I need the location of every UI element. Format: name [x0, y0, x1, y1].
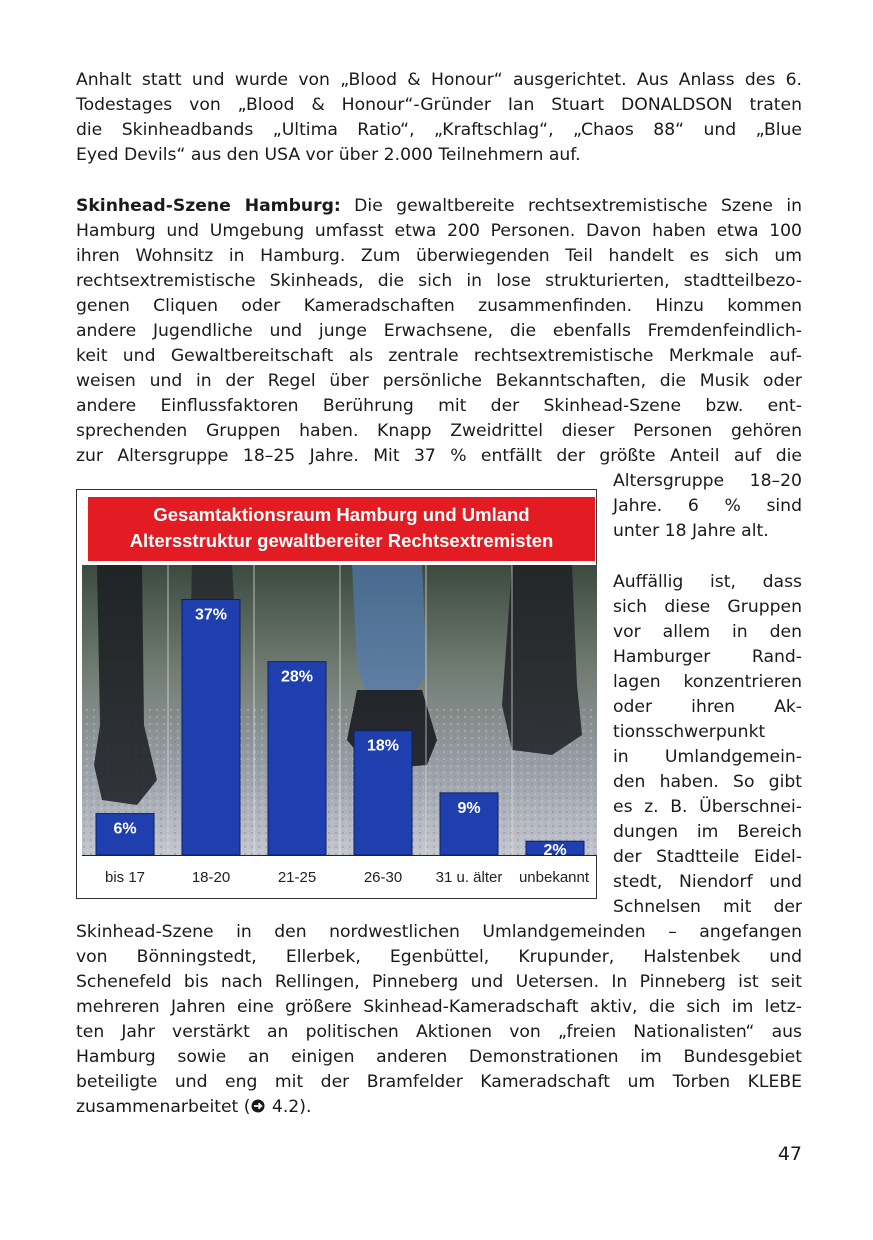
text-line: zur Altersgruppe 18–25 Jahre. Mit 37 % entfällt der größte Anteil auf die: [76, 446, 802, 466]
bar-21-25: [268, 662, 326, 855]
text-line: Schnelsen mit der: [613, 897, 802, 917]
data-label: 9%: [457, 799, 481, 817]
text-line: von Bönningstedt, Ellerbek, Egenbüttel, Krupunder, Halstenbek und: [76, 947, 802, 967]
page-number: 47: [777, 1143, 802, 1165]
text-line: sprechenden Gruppen haben. Knapp Zweidrittel dieser Personen gehören: [76, 421, 802, 441]
text-line: vor allem in den: [613, 622, 802, 642]
x-tick-label: 18-20: [191, 869, 231, 886]
x-tick-label: 26-30: [363, 869, 403, 886]
text-line: sich diese Gruppen: [613, 597, 802, 617]
text-line: Altersgruppe 18–20: [613, 471, 802, 491]
cross-reference: 4.2).: [266, 1097, 312, 1117]
section-first-line: [76, 194, 802, 219]
x-tick-label: 21-25: [277, 869, 317, 886]
text-line: oder ihren Ak-: [613, 697, 802, 717]
text-line: keit und Gewaltbereitschaft als zentrale rechtsextremistische Merkmale auf-: [76, 346, 802, 366]
text-line: ten Jahr verstärkt an politischen Aktionen von „freien Nationalisten“ aus: [76, 1022, 802, 1042]
text-line: Jahre. 6 % sind: [613, 496, 802, 516]
text-line: Auffällig ist, dass: [613, 572, 802, 592]
text-line: tionsschwerpunkt: [613, 722, 766, 742]
text-line: der Stadtteile Eidel-: [613, 847, 802, 867]
arrow-reference-icon: [250, 1099, 266, 1113]
text-line: Eyed Devils“ aus den USA vor über 2.000 Teilnehmern auf.: [76, 145, 581, 165]
text-line: Schenefeld bis nach Rellingen, Pinneberg und Uetersen. In Pinneberg ist seit: [76, 972, 802, 992]
text-line: stedt, Niendorf und: [613, 872, 802, 892]
text-line: Skinhead-Szene in den nordwestlichen Umlandgemeinden – angefangen: [76, 922, 802, 942]
text-line: andere Jugendliche und junge Erwachsene, die ebenfalls Fremdenfeindlich-: [76, 321, 802, 341]
chart-plot: [82, 565, 597, 855]
text-line: ihren Wohnsitz in Hamburg. Zum überwiegenden Teil handelt es sich um: [76, 246, 802, 266]
data-label: 2%: [543, 842, 567, 855]
chart-title: Gesamtaktionsraum Hamburg und Umland: [153, 504, 530, 525]
text-line: weisen und in der Regel über persönliche Bekanntschaften, die Musik oder: [76, 371, 802, 391]
x-tick-label: bis 17: [104, 869, 146, 886]
text-line: Hamburg sowie an einigen anderen Demonstrationen im Bundesgebiet: [76, 1047, 802, 1067]
text-line: mehreren Jahren eine größere Skinhead-Kameradschaft aktiv, die sich im letz-: [76, 997, 802, 1017]
data-label: 37%: [194, 606, 228, 624]
text-line: genen Cliquen oder Kameradschaften zusammenfinden. Hinzu kommen: [76, 296, 802, 316]
section-heading: Skinhead-Szene Hamburg:: [76, 196, 341, 216]
chart-title-box: [88, 497, 595, 561]
x-tick-label: unbekannt: [518, 869, 590, 886]
text-line: in Umlandgemein-: [613, 747, 802, 767]
text-line: rechtsextremistische Skinheads, die sich in lose strukturierten, stadtteilbezo-: [76, 271, 802, 291]
x-axis: [82, 855, 597, 856]
text-line: zusammenarbeitet (: [76, 1097, 251, 1117]
text-line: es z. B. Überschnei-: [613, 797, 802, 817]
last-text-line: [76, 1095, 802, 1120]
text-line: dungen im Bereich: [613, 822, 802, 842]
text-line: die Skinheadbands „Ultima Ratio“, „Kraftschlag“, „Chaos 88“ und „Blue: [76, 120, 802, 140]
text-line: lagen konzentrieren: [613, 672, 802, 692]
text-line: beteiligte und eng mit der Bramfelder Kameradschaft um Torben KLEBE: [76, 1072, 802, 1092]
text-line: den haben. So gibt: [613, 772, 802, 792]
text-line: Anhalt statt und wurde von „Blood & Honour“ ausgerichtet. Aus Anlass des 6.: [76, 70, 802, 90]
data-label: 28%: [280, 668, 314, 686]
data-label: 18%: [366, 737, 400, 755]
data-label: 6%: [113, 820, 137, 838]
text-line: andere Einflussfaktoren Berührung mit der Skinhead-Szene bzw. ent-: [76, 396, 802, 416]
text-line: Hamburger Rand-: [613, 647, 802, 667]
text-line: unter 18 Jahre alt.: [613, 521, 769, 541]
bar-18-20: [182, 600, 240, 855]
x-tick-label: 31 u. älter: [435, 869, 503, 886]
text-line: Hamburg und Umgebung umfasst etwa 200 Personen. Davon haben etwa 100: [76, 221, 802, 241]
text-line: Todestages von „Blood & Honour“-Gründer Ian Stuart DONALDSON traten: [76, 95, 802, 115]
text-line: Die gewaltbereite rechtsextremistische Szene in: [340, 196, 802, 216]
chart-subtitle: Altersstruktur gewaltbereiter Rechtsextremisten: [129, 530, 554, 551]
